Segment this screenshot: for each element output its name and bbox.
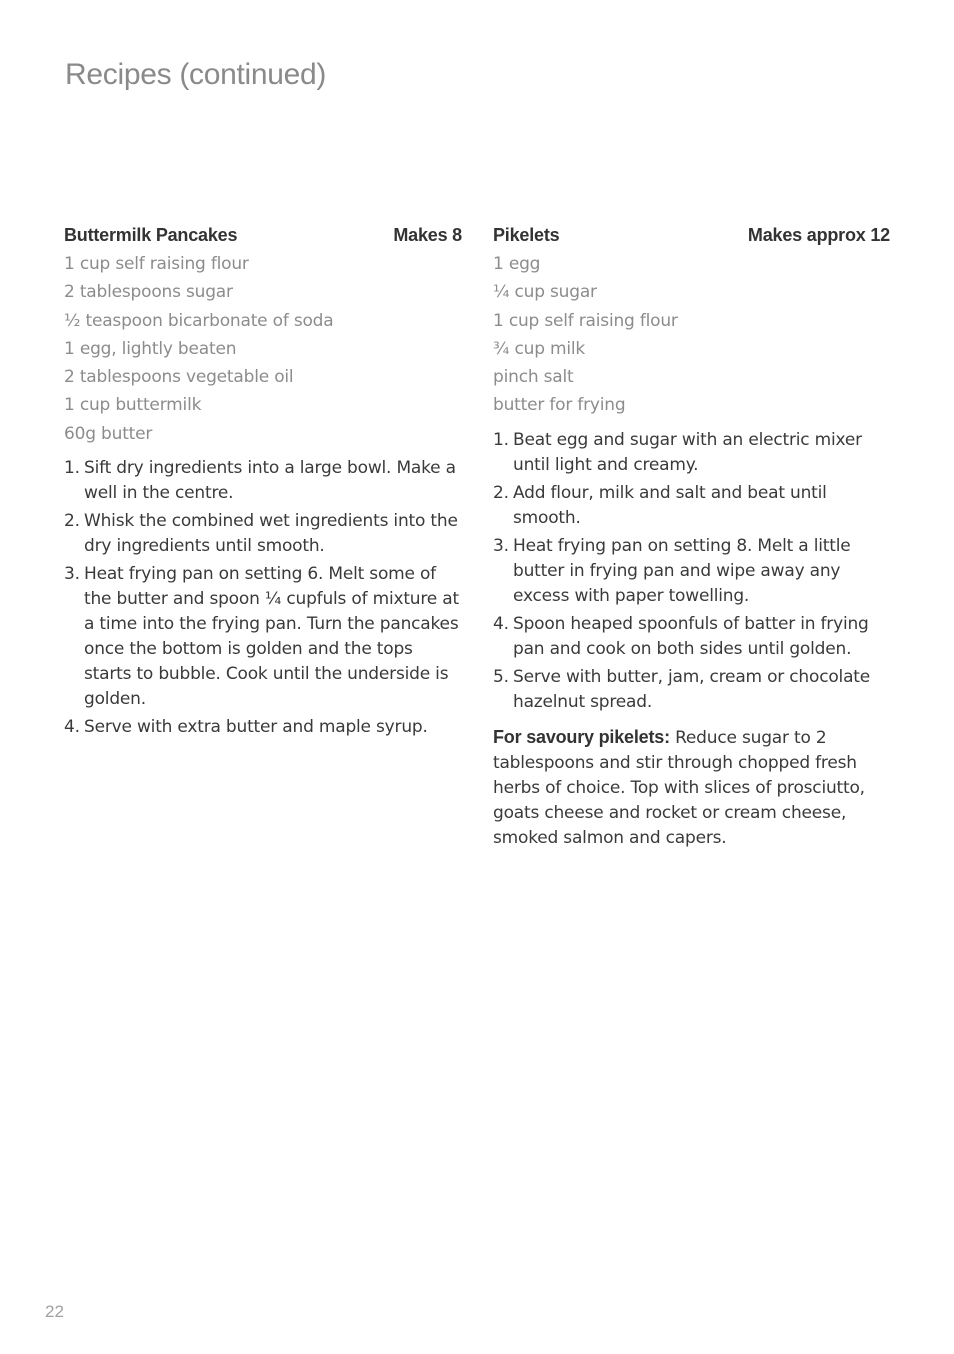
recipe-pikelets <box>493 222 890 851</box>
step-text: Whisk the combined wet ingredients into the dry ingredients until smooth. <box>84 511 458 557</box>
recipe-header <box>64 222 462 248</box>
ingredient-item: 1 egg <box>493 254 541 274</box>
ingredient-item: butter for frying <box>493 395 626 416</box>
note-label: For savoury pikelets: <box>493 726 670 747</box>
step-text: Add flour, milk and salt and beat until smooth. <box>513 482 827 528</box>
method-step <box>64 715 462 740</box>
method-step <box>493 428 890 478</box>
ingredient-item: 2 tablespoons vegetable oil <box>64 367 294 388</box>
savoury-note <box>493 725 890 851</box>
ingredient-item: 1 cup buttermilk <box>64 395 202 416</box>
step-number: 5. <box>493 666 509 687</box>
ingredient-item: pinch salt <box>493 367 574 388</box>
method-list <box>64 456 462 740</box>
recipe-yield: Makes approx 12 <box>747 225 890 245</box>
step-text: Serve with butter, jam, cream or chocolate hazelnut spread. <box>513 666 871 712</box>
recipe-yield: Makes 8 <box>393 225 462 245</box>
method-step <box>64 562 462 712</box>
recipe-header <box>493 222 890 248</box>
ingredient-list <box>493 250 890 420</box>
ingredient-item: 60g butter <box>64 423 153 444</box>
method-step <box>493 665 890 715</box>
step-text: Heat frying pan on setting 6. Melt some of the butter and spoon ¼ cupfuls of mixture at a time into the frying pan. Turn the pancakes once the bottom is golden and the tops starts to bubble. Cook until the underside is golden. <box>84 564 459 710</box>
ingredient-item: 1 cup self raising flour <box>64 254 249 274</box>
method-step <box>493 612 890 662</box>
ingredient-item: ¾ cup milk <box>493 338 586 359</box>
method-step <box>64 456 462 506</box>
ingredient-list <box>64 250 462 448</box>
step-text: Spoon heaped spoonfuls of batter in frying pan and cook on both sides until golden. <box>513 613 869 659</box>
step-text: Serve with extra butter and maple syrup. <box>84 717 428 738</box>
ingredient-item: 2 tablespoons sugar <box>64 282 233 303</box>
recipe-name: Pikelets <box>493 225 560 245</box>
note-text: Reduce sugar to 2 tablespoons and stir through chopped fresh herbs of choice. Top with slices of prosciutto, goats cheese and rocket or cream cheese, smoked salmon and capers. <box>493 727 865 848</box>
ingredient-item: ½ teaspoon bicarbonate of soda <box>64 310 334 331</box>
step-text: Beat egg and sugar with an electric mixer until light and creamy. <box>513 429 862 475</box>
page-title: Recipes (continued) <box>65 58 327 91</box>
ingredient-item: 1 egg, lightly beaten <box>64 338 237 359</box>
method-step <box>493 481 890 531</box>
recipe-name: Buttermilk Pancakes <box>64 225 238 245</box>
method-step <box>64 509 462 559</box>
method-step <box>493 534 890 609</box>
step-number: 3. <box>64 564 80 585</box>
page-number: 22 <box>45 1302 64 1321</box>
step-text: Sift dry ingredients into a large bowl. Make a well in the centre. <box>84 458 456 504</box>
step-number: 3. <box>493 535 509 556</box>
step-number: 2. <box>493 482 509 503</box>
step-number: 1. <box>64 458 80 479</box>
step-text: Heat frying pan on setting 8. Melt a little butter in frying pan and wipe away any excess with paper towelling. <box>513 535 851 606</box>
step-number: 4. <box>64 717 80 738</box>
step-number: 1. <box>493 429 509 450</box>
method-list <box>493 428 890 715</box>
step-number: 2. <box>64 511 80 532</box>
recipe-buttermilk-pancakes <box>64 222 462 743</box>
ingredient-item: 1 cup self raising flour <box>493 310 678 331</box>
ingredient-item: ¼ cup sugar <box>493 282 597 303</box>
step-number: 4. <box>493 613 509 634</box>
